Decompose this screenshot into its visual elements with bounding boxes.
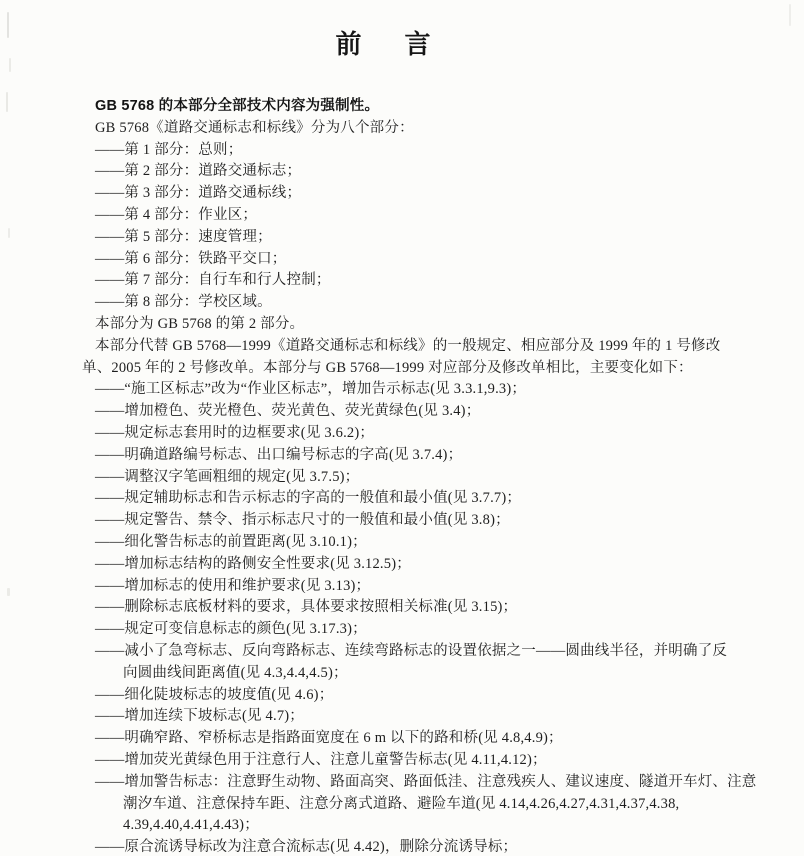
foreword-line: ——细化警告标志的前置距离(见 3.10.1)； <box>95 533 367 550</box>
foreword-line: ——规定可变信息标志的颜色(见 3.17.3)； <box>95 621 367 638</box>
foreword-line: GB 5768《道路交通标志和标线》分为八个部分： <box>95 119 414 136</box>
scan-artifact <box>789 4 791 26</box>
foreword-line: ——细化陡坡标志的坡度值(见 4.6)； <box>95 686 334 703</box>
foreword-line: ——增加荧光黄绿色用于注意行人、注意儿童警告标志(见 4.11,4.12)； <box>95 751 547 768</box>
foreword-line: 4.39,4.40,4.41,4.43)； <box>123 817 259 834</box>
foreword-line: 单、2005 年的 2 号修改单。本部分与 GB 5768—1999 对应部分及修改单相比，主要变化如下： <box>82 359 693 376</box>
foreword-line: ——调整汉字笔画粗细的规定(见 3.7.5)； <box>95 468 360 485</box>
foreword-line: ——第 3 部分：道路交通标线； <box>95 185 302 202</box>
scan-artifact <box>7 588 10 596</box>
foreword-line: ——第 4 部分：作业区； <box>95 206 258 223</box>
scan-artifact <box>8 228 10 238</box>
scan-artifact <box>6 92 8 112</box>
foreword-line: ——规定辅助标志和告示标志的字高的一般值和最小值(见 3.7.7)； <box>95 490 522 507</box>
foreword-line: ——删除标志底板材料的要求，具体要求按照相关标准(见 3.15)； <box>95 599 518 616</box>
foreword-line: 向圆曲线间距离值(见 4.3,4.4,4.5)； <box>123 664 348 681</box>
foreword-line: ——增加标志结构的路侧安全性要求(见 3.12.5)； <box>95 555 411 572</box>
foreword-line: ——明确道路编号标志、出口编号标志的字高(见 3.7.4)； <box>95 446 463 463</box>
foreword-line: ——规定标志套用时的边框要求(见 3.6.2)； <box>95 424 375 441</box>
foreword-body <box>82 96 772 856</box>
foreword-line: ——增加标志的使用和维护要求(见 3.13)； <box>95 577 371 594</box>
foreword-line: ——明确窄路、窄桥标志是指路面宽度在 6 m 以下的路和桥(见 4.8,4.9)； <box>95 730 563 747</box>
foreword-line: ——“施工区标志”改为“作业区标志”，增加告示标志(见 3.3.1,9.3)； <box>95 381 527 398</box>
foreword-line: ——第 7 部分：自行车和行人控制； <box>95 272 331 289</box>
foreword-line: ——规定警告、禁令、指示标志尺寸的一般值和最小值(见 3.8)； <box>95 512 510 529</box>
foreword-line: 本部分为 GB 5768 的第 2 部分。 <box>95 315 305 332</box>
foreword-line: ——第 5 部分：速度管理； <box>95 228 272 245</box>
foreword-line: ——第 1 部分：总则； <box>95 141 243 158</box>
page-title: 前言 <box>335 29 474 59</box>
foreword-line: ——增加橙色、荧光橙色、荧光黄色、荧光黄绿色(见 3.4)； <box>95 403 481 420</box>
foreword-line: ——原合流诱导标改为注意合流标志(见 4.42)，删除分流诱导标； <box>95 839 518 856</box>
foreword-line: 本部分代替 GB 5768—1999《道路交通标志和标线》的一般规定、相应部分及 1999 年的 1 号修改 <box>95 337 721 354</box>
foreword-line: ——第 8 部分：学校区域。 <box>95 294 272 311</box>
foreword-line: ——增加连续下坡标志(见 4.7)； <box>95 708 305 725</box>
foreword-line: GB 5768 的本部分全部技术内容为强制性。 <box>95 98 380 114</box>
foreword-line: 潮汐车道、注意保持车距、注意分离式道路、避险车道(见 4.14,4.26,4.27,4.31,4.37,4.38, <box>123 795 680 812</box>
foreword-line: ——增加警告标志：注意野生动物、路面高突、路面低洼、注意残疾人、建议速度、隧道开车灯、注意 <box>95 773 757 790</box>
foreword-line: ——第 6 部分：铁路平交口； <box>95 250 287 267</box>
foreword-line: ——减小了急弯标志、反向弯路标志、连续弯路标志的设置依据之一——圆曲线半径，并明确了反 <box>95 642 728 659</box>
foreword-line: ——第 2 部分：道路交通标志； <box>95 163 302 180</box>
